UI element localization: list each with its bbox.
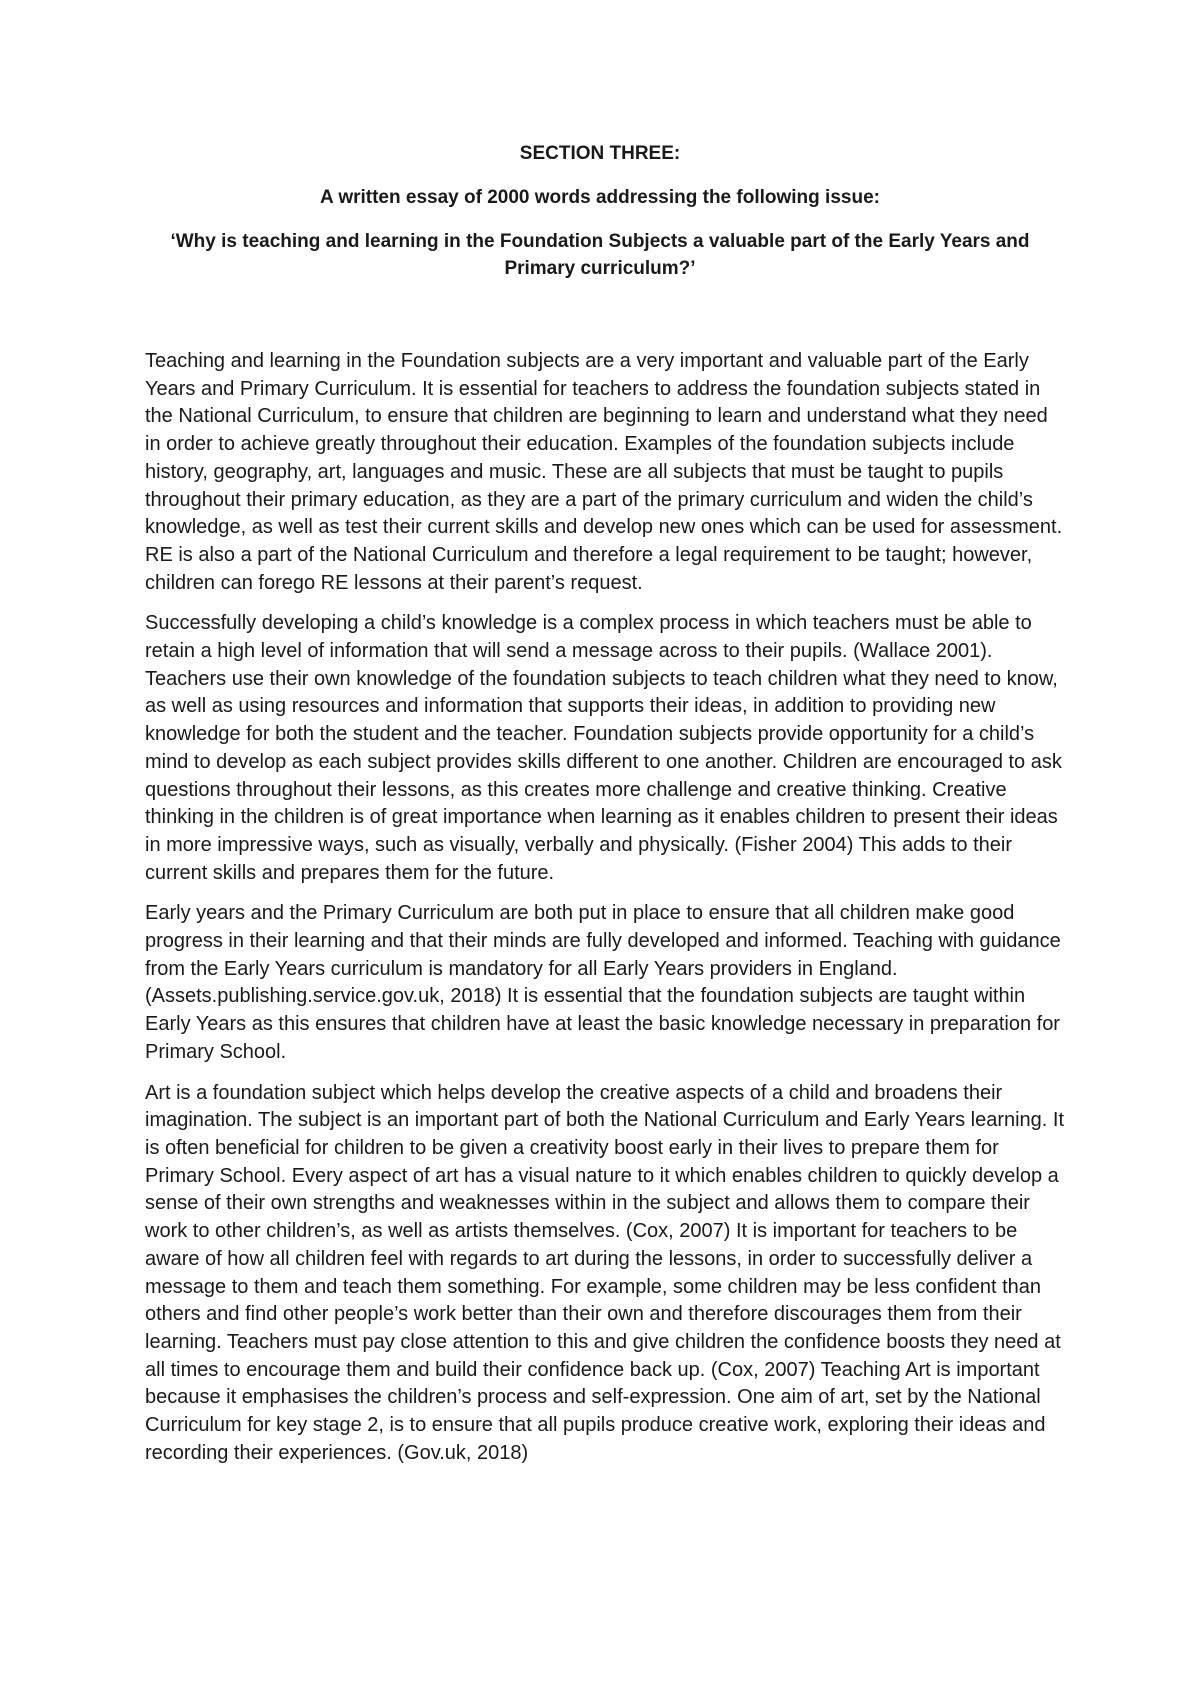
section-title: SECTION THREE: [519,143,681,164]
paragraph: Art is a foundation subject which helps develop the creative aspects of a child and broadens their imagination. The subject is an important part of both the National Curriculum and Early Years learning. It is often beneficial for children to be given a creativity boost early in their lives to prepare them for Primary School. Every aspect of art has a visual nature to it which enables children to quickly develop a sense of their own strengths and weaknesses within in the subject and allows them to compare their work to other children’s, as well as artists themselves. (Cox, 2007) It is important for teachers to be aware of how all children feel with regards to art during the lessons, in order to successfully deliver a message to them and teach them something. For example, some children may be less confident than others and find other people’s work better than their own and therefore discourages them from their learning. Teachers must pay close attention to this and give children the confidence boosts they need at all times to encourage them and build their confidence back up. (Cox, 2007) Teaching Art is important because it emphasises the children’s process and self-expression. One aim of art, set by the National Curriculum for key stage 2, is to ensure that all pupils produce creative work, exploring their ideas and recording their experiences. (Gov.uk, 2018) [145,1081,1065,1464]
paragraph: Successfully developing a child’s knowledge is a complex process in which teachers must be able to retain a high level of information that will send a message across to their pupils. (Wallace 2001). Teachers use their own knowledge of the foundation subjects to teach children what they need to know, as well as using resources and information that supports their ideas, in addition to providing new knowledge for both the student and the teacher. Foundation subjects provide opportunity for a child’s mind to develop as each subject provides skills different to one another. Children are encouraged to ask questions throughout their lessons, as this creates more challenge and creative thinking. Creative thinking in the children is of great importance when learning as it enables children to present their ideas in more impressive ways, such as visually, verbally and physically. (Fisher 2004) This adds to their current skills and prepares them for the future. [145,612,1062,884]
essay-body [145,348,1065,1480]
document-header [130,140,1070,282]
paragraph: Early years and the Primary Curriculum are both put in place to ensure that all children make good progress in their learning and that their minds are fully developed and informed. Teaching with guidance from the Early Years curriculum is mandatory for all Early Years providers in England. (Assets.publishing.service.gov.uk, 2018) It is essential that the foundation subjects are taught within Early Years as this ensures that children have at least the basic knowledge necessary in preparation for Primary School. [145,902,1061,1063]
paragraph: Teaching and learning in the Foundation subjects are a very important and valuable part of the Early Years and Primary Curriculum. It is essential for teachers to address the foundation subjects stated in the National Curriculum, to ensure that children are beginning to learn and understand what they need in order to achieve greatly throughout their education. Examples of the foundation subjects include history, geography, art, languages and music. These are all subjects that must be taught to pupils throughout their primary education, as they are a part of the primary curriculum and widen the child’s knowledge, as well as test their current skills and develop new ones which can be used for assessment. RE is also a part of the National Curriculum and therefore a legal requirement to be taught; however, children can forego RE lessons at their parent’s request. [145,350,1063,594]
essay-question: ‘Why is teaching and learning in the Foundation Subjects a valuable part of the Early Years and Primary curriculum?’ [170,231,1030,279]
essay-subtitle: A written essay of 2000 words addressing the following issue: [320,187,880,208]
